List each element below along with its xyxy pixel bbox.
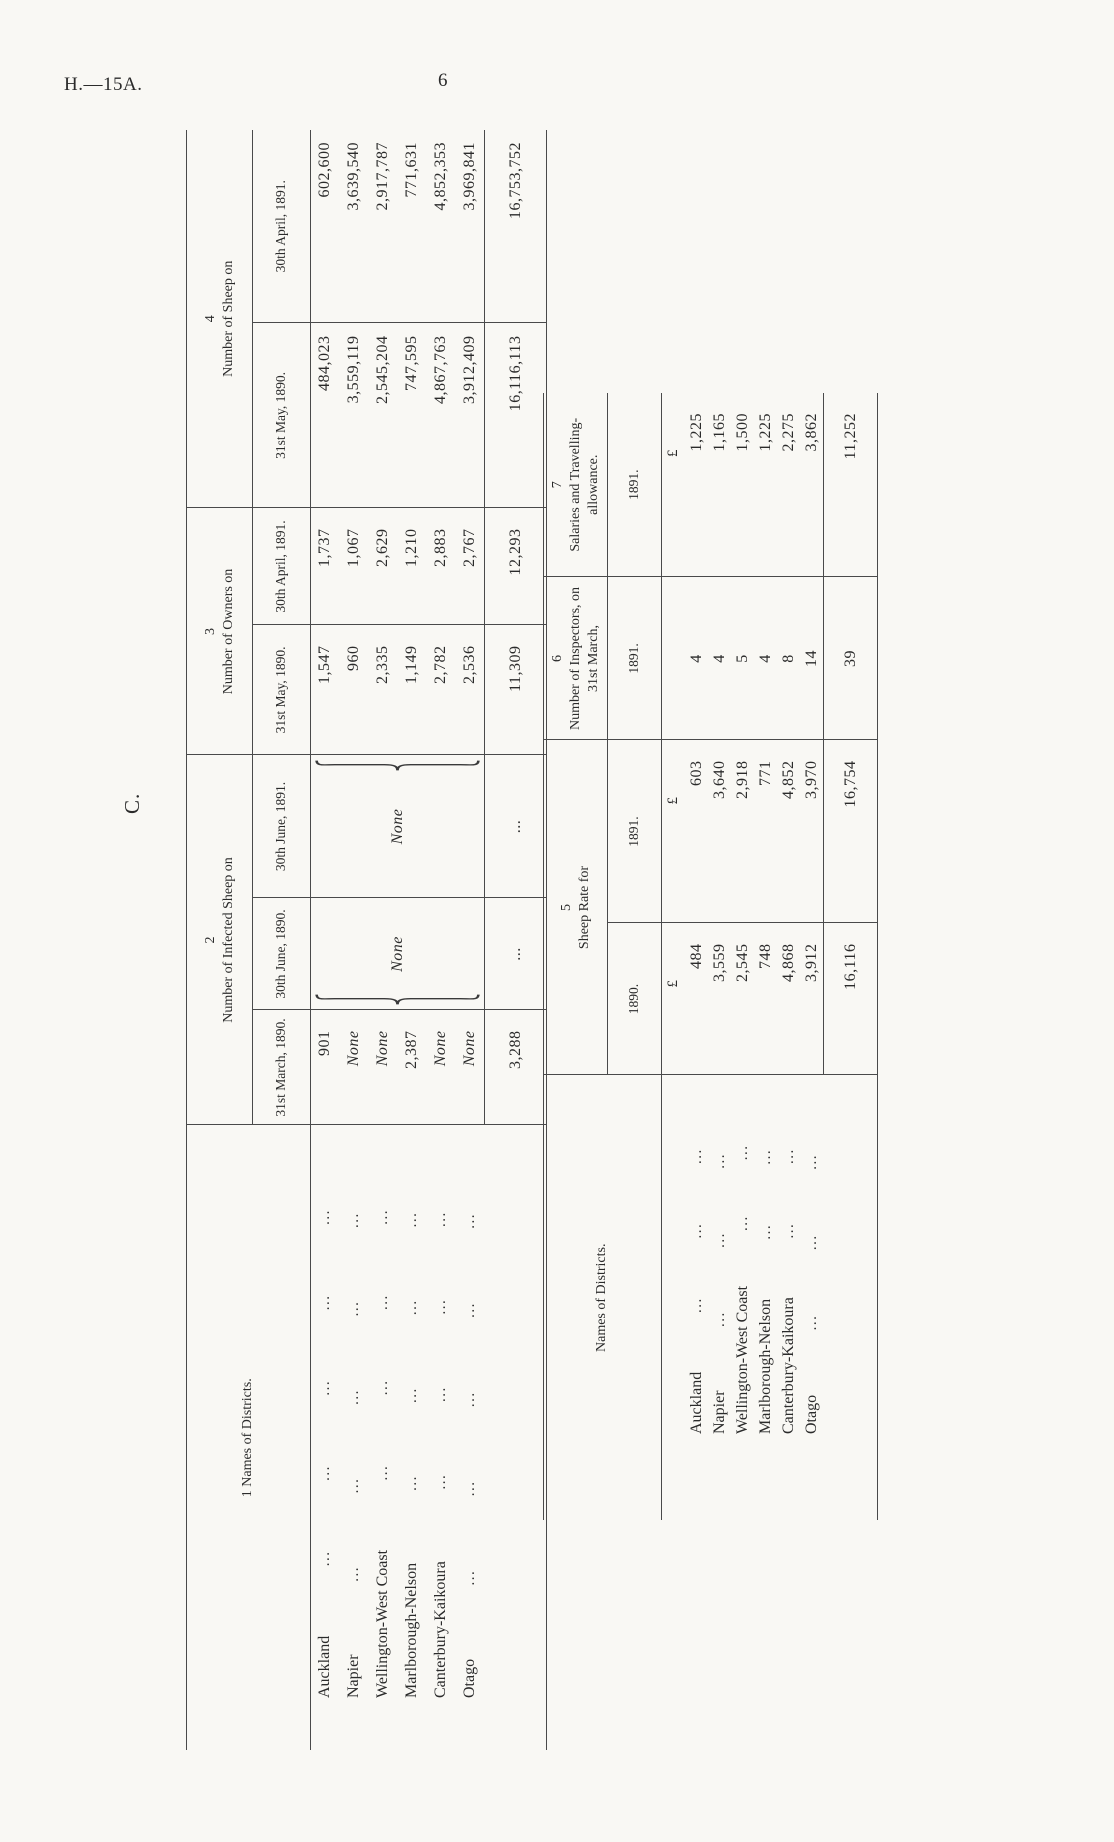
- col-number-5: 5: [558, 904, 574, 911]
- leader-dot-group: ...: [758, 1148, 774, 1165]
- cell-salaries-1891: 1,500: [732, 393, 755, 577]
- district-name: Canterbury-Kaikoura: [432, 1561, 449, 1698]
- table-row: [778, 393, 801, 1520]
- subheader-sheep-30apr1891: 30th April, 1891.: [253, 130, 311, 323]
- cell-sheep-31may1890: 484,023: [311, 323, 340, 508]
- leader-dot-group: ...: [433, 1298, 449, 1315]
- leader-dot-group: ...: [804, 1234, 820, 1251]
- district-name: Napier: [711, 1390, 728, 1434]
- cell-owners-30apr1891: 1,210: [398, 508, 427, 625]
- currency-symbol: £: [662, 740, 686, 923]
- leader-dot-group: ...: [462, 1480, 478, 1497]
- none-value: None: [388, 936, 406, 972]
- group-header-owners: 3 Number of Owners on: [187, 508, 253, 755]
- leader-dot-group: ...: [781, 1148, 797, 1164]
- district-name: Auckland: [688, 1371, 705, 1434]
- group-header-salaries: 7 Salaries and Travelling-allowance.: [544, 393, 608, 577]
- cell-rate-1890: 484: [686, 923, 709, 1075]
- district-name: Napier: [345, 1654, 362, 1698]
- leader-dot-group: ...: [346, 1389, 362, 1405]
- district-name: Marlborough-Nelson: [757, 1298, 774, 1434]
- cell-inspectors-1891: 4: [686, 577, 709, 740]
- leader-dots: [804, 1090, 821, 1395]
- cell-sheep-30apr1891: 602,600: [311, 130, 340, 323]
- cell-owners-31may1890: 960: [340, 625, 369, 755]
- col-number-3: 3: [202, 627, 218, 635]
- cell-sheep-31may1890: 4,867,763: [427, 323, 456, 508]
- leader-dot-group: ...: [433, 1386, 449, 1402]
- table-title: C.: [120, 792, 144, 814]
- leader-dot-group: ...: [346, 1300, 362, 1317]
- leader-dots: [758, 1090, 775, 1299]
- cell-rate-1891: 3,970: [801, 740, 824, 923]
- leader-dot-group: ...: [804, 1314, 820, 1331]
- cell-owners-30apr1891: 1,737: [311, 508, 340, 625]
- subheader-rate-1891: 1891.: [608, 740, 662, 923]
- cell-salaries-1891: 2,275: [778, 393, 801, 577]
- cell-sheep-30apr1891: 4,852,353: [427, 130, 456, 323]
- leader-dot-group: ...: [433, 1211, 449, 1228]
- cell-infected-31mar1890: None: [369, 1010, 398, 1125]
- leader-dots: [462, 1140, 479, 1659]
- district-name: Auckland: [316, 1635, 334, 1698]
- leader-dot-group: ...: [712, 1311, 728, 1328]
- group-header-inspectors: 6 Number of Inspectors, on 31st March,: [544, 577, 608, 740]
- cell-rate-1891: 771: [755, 740, 778, 923]
- cell-infected-30jun1891-none: [311, 755, 485, 898]
- leader-dot-group: ...: [375, 1464, 391, 1481]
- cell-infected-31mar1890: None: [340, 1010, 369, 1125]
- subheader-inspectors-1891: 1891.: [608, 577, 662, 740]
- cell-owners-31may1890: 2,536: [456, 625, 485, 755]
- leader-dots: [317, 1140, 334, 1636]
- cell-owners-30apr1891: 1,067: [340, 508, 369, 625]
- total-rate-1891: 16,754: [824, 740, 878, 923]
- col-header-names-label: Names of Districts.: [240, 1378, 256, 1487]
- cell-owners-30apr1891: 2,883: [427, 508, 456, 625]
- subheader-salaries-1891: 1891.: [608, 393, 662, 577]
- cell-sheep-30apr1891: 771,631: [398, 130, 427, 323]
- leader-dots: [781, 1090, 798, 1298]
- subheader-infected-31mar1890: 31st March, 1890.: [253, 1010, 311, 1125]
- sheep-returns-table: [186, 130, 546, 1750]
- leader-dot-group: ...: [433, 1473, 449, 1490]
- leader-dot-group: ...: [735, 1215, 751, 1231]
- leader-dot-group: ...: [689, 1297, 705, 1314]
- page-number: 6: [438, 70, 448, 91]
- cell-inspectors-1891: 14: [801, 577, 824, 740]
- table-row: [732, 393, 755, 1520]
- leader-dot-group: ...: [346, 1212, 362, 1228]
- table-row: [686, 393, 709, 1520]
- cell-infected-31mar1890: None: [427, 1010, 456, 1125]
- district-name: Wellington-West Coast: [374, 1549, 391, 1698]
- cell-inspectors-1891: 4: [709, 577, 732, 740]
- none-value: None: [388, 808, 406, 845]
- district-name: Marlborough-Nelson: [403, 1562, 420, 1698]
- cell-owners-30apr1891: 2,629: [369, 508, 398, 625]
- col-number-4: 4: [202, 315, 218, 323]
- cell-salaries-1891: 1,165: [709, 393, 732, 577]
- cell-infected-30jun1890-none: [311, 898, 485, 1010]
- leader-dot-group: ...: [317, 1209, 334, 1225]
- total-rate-1890: 16,116: [824, 923, 878, 1075]
- leader-dots: [375, 1140, 392, 1550]
- currency-symbol: £: [662, 923, 686, 1075]
- leader-dot-group: ...: [317, 1465, 334, 1481]
- subheader-owners-30apr1891: 30th April, 1891.: [253, 508, 311, 625]
- col-number-6: 6: [549, 654, 565, 662]
- cell-rate-1891: 4,852: [778, 740, 801, 923]
- cell-rate-1890: 3,559: [709, 923, 732, 1075]
- cell-salaries-1891: 1,225: [686, 393, 709, 577]
- total-salaries-1891: 11,252: [824, 393, 878, 577]
- total-owners-31may1890: 11,309: [485, 625, 547, 755]
- col-header-names-of-districts: [187, 1125, 311, 1750]
- subheader-infected-30jun1891: 30th June, 1891.: [253, 755, 311, 898]
- cell-sheep-31may1890: 3,912,409: [456, 323, 485, 508]
- cell-inspectors-1891: 4: [755, 577, 778, 740]
- total-infected-31mar1890: 3,288: [485, 1010, 547, 1125]
- district-name: Wellington-West Coast: [734, 1285, 751, 1434]
- leader-dot-group: ...: [781, 1222, 797, 1239]
- leader-dot-group: ...: [317, 1550, 334, 1567]
- cell-sheep-30apr1891: 3,639,540: [340, 130, 369, 323]
- col-number-1: 1: [240, 1490, 256, 1498]
- leader-dot-group: ...: [462, 1212, 478, 1229]
- district-name: Otago: [803, 1394, 820, 1434]
- currency-symbol: £: [662, 393, 686, 577]
- leader-dots: [346, 1140, 363, 1655]
- cell-salaries-1891: 3,862: [801, 393, 824, 577]
- col-number-7: 7: [549, 481, 565, 489]
- cell-rate-1891: 603: [686, 740, 709, 923]
- group-header-sheep-rate: 5 Sheep Rate for: [544, 740, 608, 1075]
- cell-rate-1891: 3,640: [709, 740, 732, 923]
- col-number-2: 2: [202, 936, 218, 944]
- cell-owners-30apr1891: 2,767: [456, 508, 485, 625]
- brace-icon: [315, 994, 480, 1007]
- total-sheep-30apr1891: 16,753,752: [485, 130, 547, 323]
- subheader-infected-30jun1890: 30th June, 1890.: [253, 898, 311, 1010]
- leader-dots: [689, 1090, 706, 1372]
- total-infected-30jun1891: ...: [485, 755, 547, 898]
- leader-dot-group: ...: [758, 1223, 774, 1240]
- totals-row: [485, 130, 547, 1750]
- document-reference: H.—15A.: [64, 74, 143, 95]
- total-inspectors-1891: 39: [824, 577, 878, 740]
- leader-dot-group: ...: [712, 1152, 728, 1169]
- leader-dot-group: ...: [462, 1569, 478, 1586]
- district-name: Canterbury-Kaikoura: [780, 1297, 797, 1434]
- cell-sheep-31may1890: 2,545,204: [369, 323, 398, 508]
- leader-dots: [433, 1140, 450, 1562]
- cell-rate-1891: 2,918: [732, 740, 755, 923]
- col-header-names-label: Names of Districts.: [594, 1243, 610, 1352]
- leader-dot-group: ...: [689, 1222, 705, 1239]
- totals-row: [824, 393, 878, 1520]
- table-row: [755, 393, 778, 1520]
- leader-dot-group: ...: [375, 1379, 391, 1396]
- cell-owners-31may1890: 1,149: [398, 625, 427, 755]
- leader-dot-group: ...: [735, 1144, 751, 1161]
- cell-rate-1890: 748: [755, 923, 778, 1075]
- cell-owners-31may1890: 1,547: [311, 625, 340, 755]
- brace-icon: [315, 759, 480, 772]
- subheader-owners-31may1890: 31st May, 1890.: [253, 625, 311, 755]
- cell-infected-31mar1890: 2,387: [398, 1010, 427, 1125]
- leader-dot-group: ...: [462, 1391, 478, 1408]
- cell-sheep-31may1890: 3,559,119: [340, 323, 369, 508]
- leader-dot-group: ...: [346, 1566, 362, 1582]
- district-name: Otago: [461, 1658, 478, 1698]
- leader-dot-group: ...: [346, 1477, 362, 1494]
- leader-dot-group: ...: [375, 1208, 391, 1225]
- cell-owners-31may1890: 2,335: [369, 625, 398, 755]
- cell-infected-31mar1890: 901: [311, 1010, 340, 1125]
- table-row: [709, 393, 732, 1520]
- cell-sheep-30apr1891: 2,917,787: [369, 130, 398, 323]
- leader-dot-group: ...: [404, 1299, 420, 1316]
- leader-dot-group: ...: [404, 1475, 420, 1491]
- cell-owners-31may1890: 2,782: [427, 625, 456, 755]
- leader-dot-group: ...: [404, 1211, 420, 1228]
- col-header-names-of-districts: [544, 1075, 662, 1520]
- leader-dot-group: ...: [317, 1379, 334, 1396]
- group-header-infected-sheep: 2 Number of Infected Sheep on: [187, 755, 253, 1125]
- leader-dot-group: ...: [689, 1148, 705, 1165]
- cell-sheep-31may1890: 747,595: [398, 323, 427, 508]
- cell-inspectors-1891: 5: [732, 577, 755, 740]
- currency-row: [662, 393, 686, 1520]
- leader-dots: [404, 1140, 421, 1563]
- leader-dot-group: ...: [375, 1294, 391, 1310]
- subheader-rate-1890: 1890.: [608, 923, 662, 1075]
- subheader-sheep-31may1890: 31st May, 1890.: [253, 323, 311, 508]
- total-owners-30apr1891: 12,293: [485, 508, 547, 625]
- leader-dot-group: ...: [712, 1232, 728, 1248]
- cell-rate-1890: 3,912: [801, 923, 824, 1075]
- cell-inspectors-1891: 8: [778, 577, 801, 740]
- leader-dot-group: ...: [462, 1302, 478, 1318]
- cell-salaries-1891: 1,225: [755, 393, 778, 577]
- rates-inspectors-salaries-table: [543, 393, 877, 1520]
- total-sheep-31may1890: 16,116,113: [485, 323, 547, 508]
- leader-dots: [712, 1090, 729, 1391]
- cell-rate-1890: 2,545: [732, 923, 755, 1075]
- leader-dot-group: ...: [317, 1294, 334, 1311]
- cell-infected-31mar1890: None: [456, 1010, 485, 1125]
- total-infected-30jun1890: ...: [485, 898, 547, 1010]
- leader-dot-group: ...: [404, 1387, 420, 1403]
- leader-dot-group: ...: [804, 1154, 820, 1170]
- table-row: [311, 130, 340, 1750]
- group-header-sheep: 4 Number of Sheep on: [187, 130, 253, 508]
- table-row: [801, 393, 824, 1520]
- leader-dots: [735, 1090, 752, 1286]
- cell-rate-1890: 4,868: [778, 923, 801, 1075]
- cell-sheep-30apr1891: 3,969,841: [456, 130, 485, 323]
